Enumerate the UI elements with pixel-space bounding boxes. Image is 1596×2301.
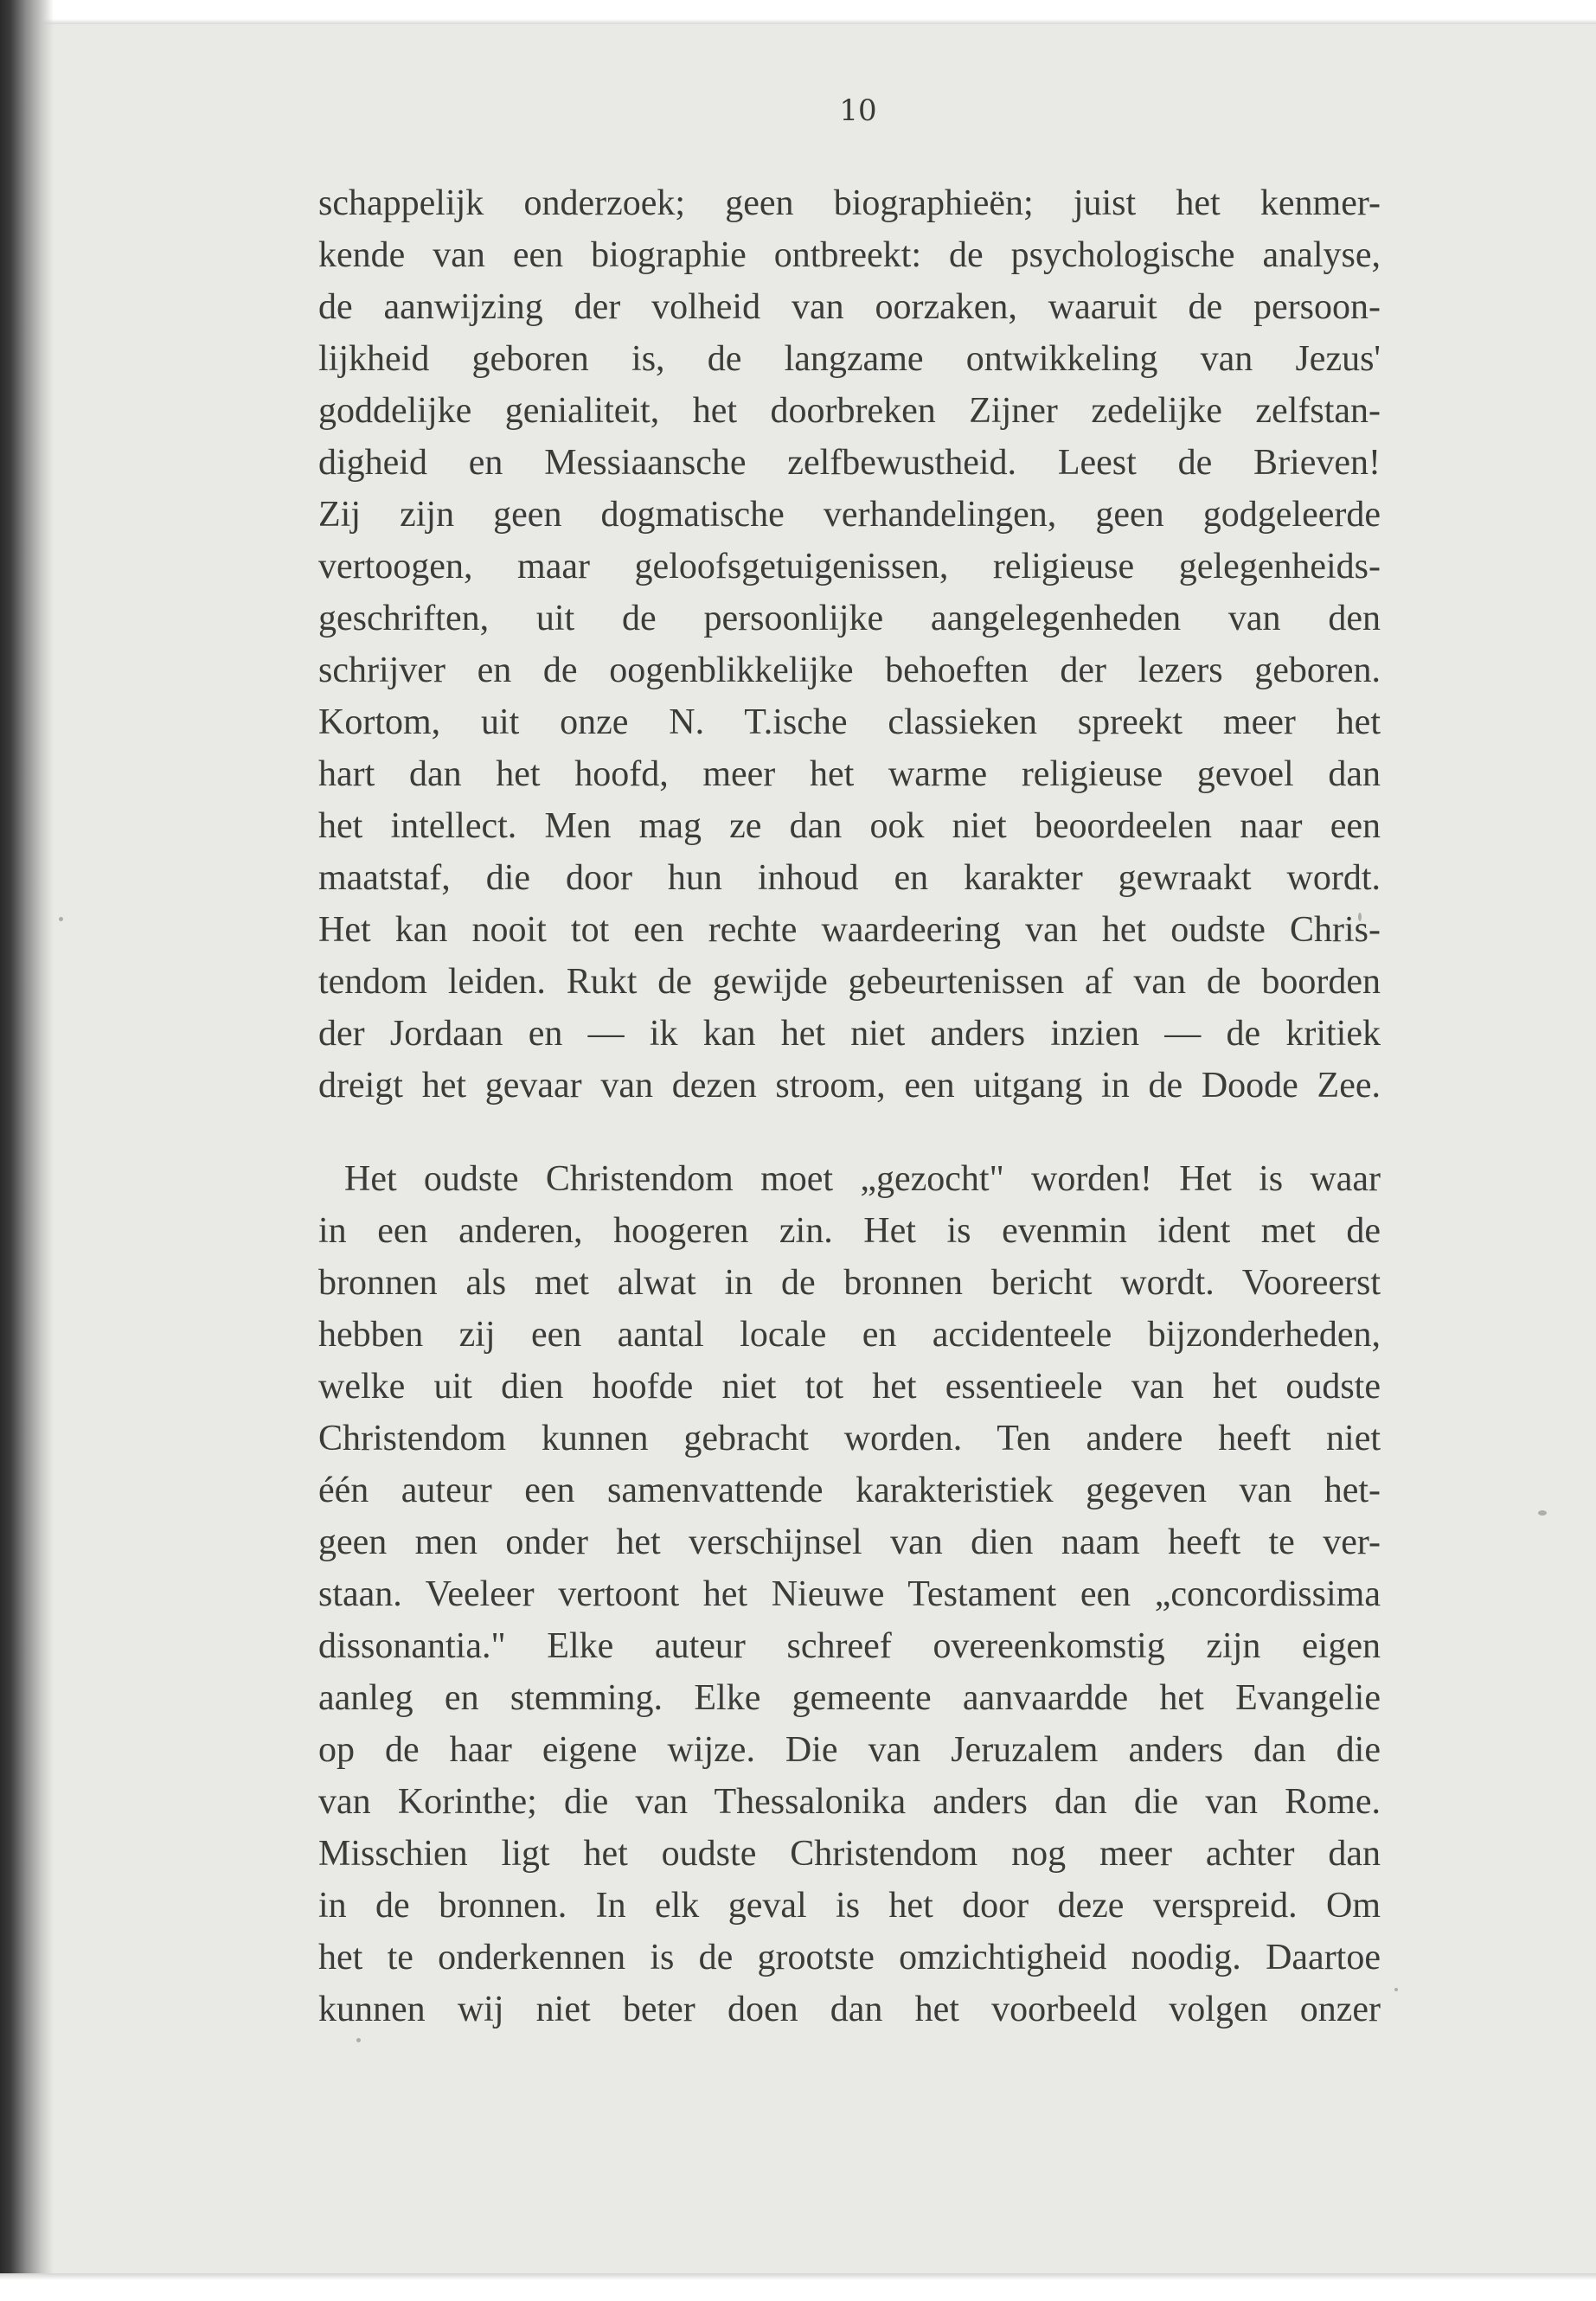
text-line: de aanwijzing der volheid van oorzaken, waaruit de persoon- xyxy=(318,287,1381,327)
text-line: lijkheid geboren is, de langzame ontwikkeling van Jezus' xyxy=(318,339,1381,379)
binding-shadow xyxy=(0,0,54,2301)
text-line: het te onderkennen is de grootste omzichtigheid noodig. Daartoe xyxy=(318,1938,1381,1977)
text-line: bronnen als met alwat in de bronnen bericht wordt. Vooreerst xyxy=(318,1263,1381,1303)
text-line: vertoogen, maar geloofsgetuigenissen, religieuse gelegenheids- xyxy=(318,547,1381,586)
text-line: aanleg en stemming. Elke gemeente aanvaardde het Evangelie xyxy=(318,1678,1381,1718)
text-line: het intellect. Men mag ze dan ook niet beoordeelen naar een xyxy=(318,806,1381,846)
text-line: geen men onder het verschijnsel van dien naam heeft te ver- xyxy=(318,1522,1381,1562)
scan-top-margin xyxy=(0,0,1596,24)
text-line: één auteur een samenvattende karakteristiek gegeven van het- xyxy=(318,1471,1381,1510)
text-line: Het kan nooit tot een rechte waardeering van het oudste Chris- xyxy=(318,910,1381,950)
text-line: hart dan het hoofd, meer het warme religieuse gevoel dan xyxy=(318,754,1381,794)
text-line: Het oudste Christendom moet „gezocht" worden! Het is waar xyxy=(344,1159,1381,1199)
text-line: maatstaf, die door hun inhoud en karakter gewraakt wordt. xyxy=(318,858,1381,898)
text-line: goddelijke genialiteit, het doorbreken Zijner zedelijke zelfstan- xyxy=(318,391,1381,431)
paper-speck xyxy=(1394,1988,1398,1991)
text-line: dreigt het gevaar van dezen stroom, een uitgang in de Doode Zee. xyxy=(318,1066,1381,1106)
text-line: digheid en Messiaansche zelfbewustheid. Leest de Brieven! xyxy=(318,443,1381,483)
text-line: van Korinthe; die van Thessalonika anders dan die van Rome. xyxy=(318,1782,1381,1822)
text-line: in een anderen, hoogeren zin. Het is evenmin ident met de xyxy=(318,1211,1381,1251)
text-line: Christendom kunnen gebracht worden. Ten andere heeft niet xyxy=(318,1419,1381,1458)
page-number: 10 xyxy=(839,93,877,128)
text-line: Kortom, uit onze N. T.ische classieken spreekt meer het xyxy=(318,702,1381,742)
text-line: tendom leiden. Rukt de gewijde gebeurtenissen af van de boorden xyxy=(318,962,1381,1002)
paper-speck xyxy=(1538,1510,1547,1516)
text-line: staan. Veeleer vertoont het Nieuwe Testament een „concordissima xyxy=(318,1574,1381,1614)
text-line: kunnen wij niet beter doen dan het voorbeeld volgen onzer xyxy=(318,1990,1381,2029)
text-line: welke uit dien hoofde niet tot het essentieele van het oudste xyxy=(318,1367,1381,1407)
text-line: dissonantia." Elke auteur schreef overeenkomstig zijn eigen xyxy=(318,1626,1381,1666)
text-line: Zij zijn geen dogmatische verhandelingen, geen godgeleerde xyxy=(318,495,1381,535)
text-line: schrijver en de oogenblikkelijke behoeften der lezers geboren. xyxy=(318,651,1381,690)
text-line: Misschien ligt het oudste Christendom nog meer achter dan xyxy=(318,1834,1381,1874)
text-line: geschriften, uit de persoonlijke aangelegenheden van den xyxy=(318,599,1381,638)
text-line: op de haar eigene wijze. Die van Jeruzalem anders dan die xyxy=(318,1730,1381,1770)
paper-speck xyxy=(59,917,63,921)
text-line: der Jordaan en — ik kan het niet anders inzien — de kritiek xyxy=(318,1014,1381,1054)
text-line: schappelijk onderzoek; geen biographieën; juist het kenmer- xyxy=(318,183,1381,223)
paper-speck xyxy=(356,2038,361,2042)
scan-bottom-margin xyxy=(0,2273,1596,2301)
text-line: kende van een biographie ontbreekt: de psychologische analyse, xyxy=(318,235,1381,275)
text-line: hebben zij een aantal locale en accidenteele bijzonderheden, xyxy=(318,1315,1381,1355)
text-line: in de bronnen. In elk geval is het door deze verspreid. Om xyxy=(318,1886,1381,1926)
